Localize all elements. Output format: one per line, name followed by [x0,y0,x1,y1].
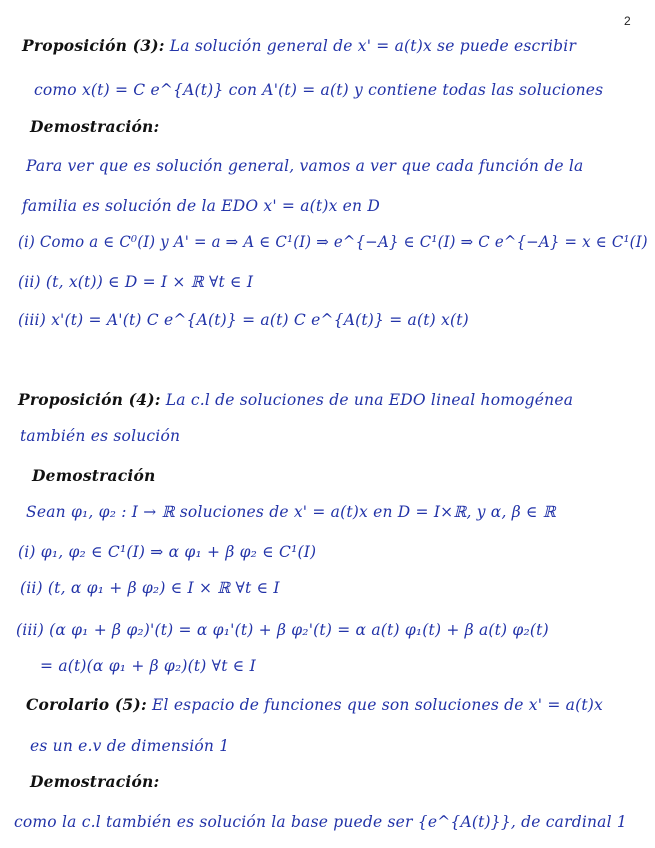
note-line: (ii) (t, α φ₁ + β φ₂) ∈ I × ℝ ∀t ∈ I [20,579,280,597]
corollary-5-heading: Corolario (5): [26,695,147,714]
note-line: Para ver que es solución general, vamos a ver que cada función de la [26,157,584,175]
proposition-3-heading: Proposición (3): [22,36,165,55]
note-line: es un e.v de dimensión 1 [30,737,230,755]
note-line [26,695,603,715]
note-line: (iii) (α φ₁ + β φ₂)'(t) = α φ₁'(t) + β φ₂'(t) = α a(t) φ₁(t) + β a(t) φ₂(t) [16,621,549,639]
note-line: = a(t)(α φ₁ + β φ₂)(t) ∀t ∈ I [40,657,256,675]
note-line: familia es solución de la EDO x' = a(t)x en D [22,197,380,215]
page-number: 2 [624,14,631,28]
corollary-5-text: El espacio de funciones que son soluciones de x' = a(t)x [152,696,603,714]
note-line: como x(t) = C e^{A(t)} con A'(t) = a(t) y contiene todas las soluciones [34,81,604,99]
proposition-3-text: La solución general de x' = a(t)x se puede escribir [169,37,577,55]
note-line: también es solución [20,427,181,445]
demonstration-heading: Demostración [32,466,156,485]
note-line: Sean φ₁, φ₂ : I → ℝ soluciones de x' = a(t)x en D = I×ℝ, y α, β ∈ ℝ [26,503,556,521]
note-line: (i) Como a ∈ C⁰(I) y A' = a ⇒ A ∈ C¹(I) ⇒ e^{−A} ∈ C¹(I) ⇒ C e^{−A} = x ∈ C¹(I) [18,233,648,251]
note-line: (i) φ₁, φ₂ ∈ C¹(I) ⇒ α φ₁ + β φ₂ ∈ C¹(I) [18,543,317,561]
proposition-4-text: La c.l de soluciones de una EDO lineal homogénea [165,391,574,409]
note-line [22,36,576,56]
note-line: como la c.l también es solución la base puede ser {e^{A(t)}}, de cardinal 1 [14,813,627,831]
demonstration-heading: Demostración: [30,117,160,136]
note-line: (iii) x'(t) = A'(t) C e^{A(t)} = a(t) C e^{A(t)} = a(t) x(t) [18,311,469,329]
proposition-4-heading: Proposición (4): [18,390,161,409]
note-line [18,390,573,410]
demonstration-heading: Demostración: [30,772,160,791]
note-line: (ii) (t, x(t)) ∈ D = I × ℝ ∀t ∈ I [18,273,254,291]
